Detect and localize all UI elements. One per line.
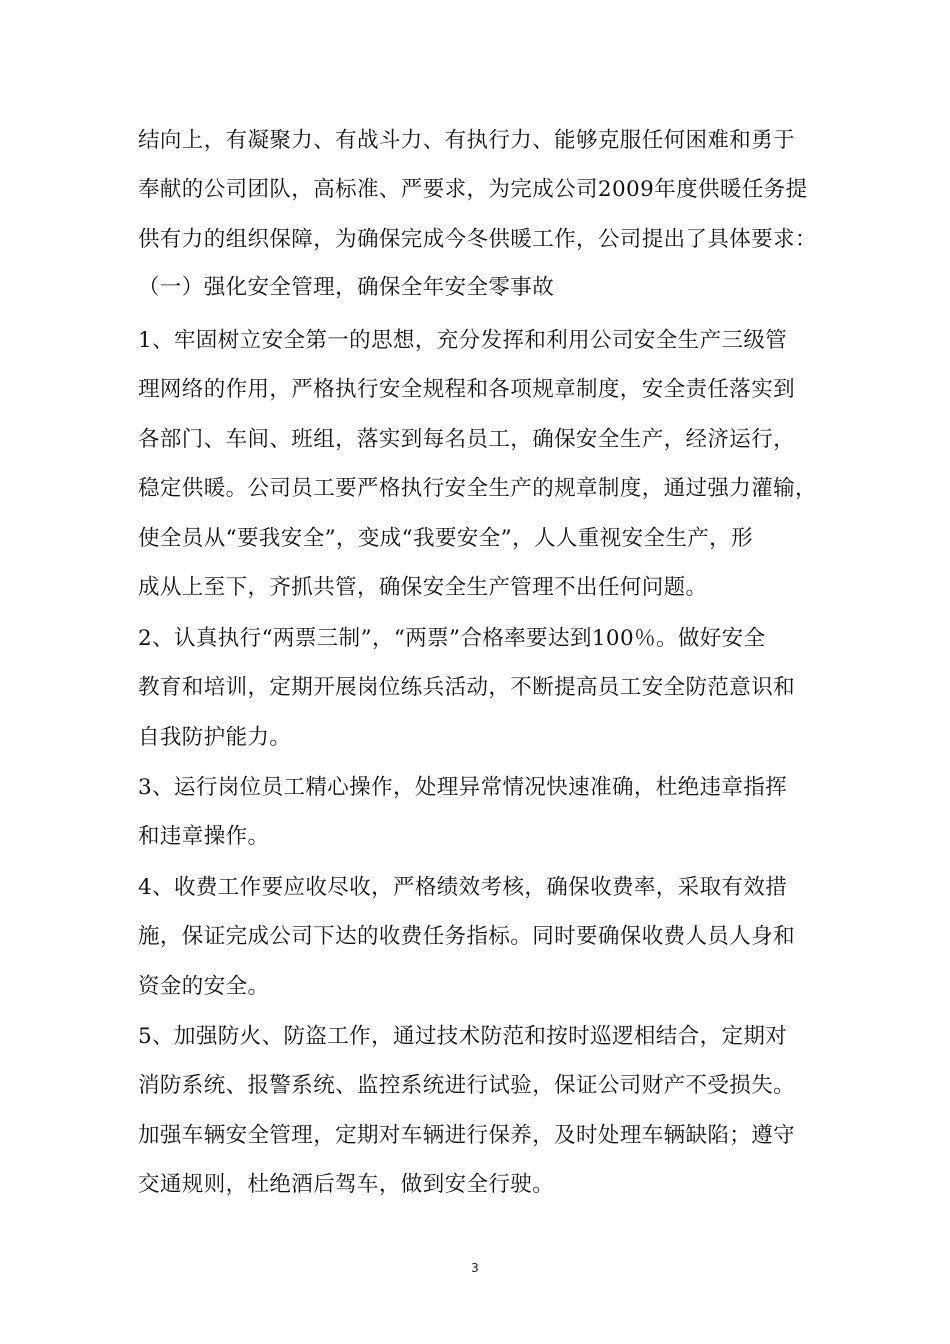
text-line: 3、运行岗位员工精心操作，处理异常情况快速准确，杜绝违章指挥	[138, 775, 788, 800]
text-line: 5、加强防火、防盗工作，通过技术防范和按时巡逻相结合，定期对	[138, 1024, 788, 1049]
page-number: 3	[471, 1261, 479, 1275]
text-line: 各部门、车间、班组，落实到每名员工，确保安全生产，经济运行，	[138, 427, 796, 452]
text-line: 使全员从“要我安全”，变成“我要安全”，人人重视安全生产，形	[138, 526, 753, 551]
text-line: 和违章操作。	[138, 824, 270, 849]
text-line: 理网络的作用，严格执行安全规程和各项规章制度，安全责任落实到	[138, 377, 796, 402]
text-line: 施，保证完成公司下达的收费任务指标。同时要确保收费人员人身和	[138, 924, 796, 949]
section-heading: （一）强化安全管理，确保全年安全零事故	[138, 275, 555, 300]
text-line: 结向上，有凝聚力、有战斗力、有执行力、能够克服任何困难和勇于	[138, 128, 796, 153]
text-line: 1、牢固树立安全第一的思想，充分发挥和利用公司安全生产三级管	[138, 328, 788, 353]
text-line: 成从上至下，齐抓共管，确保安全生产管理不出任何问题。	[138, 575, 708, 600]
text-line: 2、认真执行“两票三制”，“两票”合格率要达到100％。做好安全	[138, 626, 766, 651]
text-line: 稳定供暖。公司员工要严格执行安全生产的规章制度，通过强力灌输，	[138, 476, 817, 501]
text-line: 供有力的组织保障，为确保完成今冬供暖工作，公司提出了具体要求：	[138, 227, 817, 252]
text-line: 交通规则，杜绝酒后驾车，做到安全行驶。	[138, 1172, 555, 1197]
text-line: 自我防护能力。	[138, 725, 292, 750]
text-line: 教育和培训，定期开展岗位练兵活动，不断提高员工安全防范意识和	[138, 675, 796, 700]
text-line: 资金的安全。	[138, 974, 270, 999]
text-line: 加强车辆安全管理，定期对车辆进行保养，及时处理车辆缺陷；遵守	[138, 1123, 796, 1148]
text-line: 消防系统、报警系统、监控系统进行试验，保证公司财产不受损失。	[138, 1073, 796, 1098]
text-line: 奉献的公司团队，高标准、严要求，为完成公司2009年度供暖任务提	[138, 177, 808, 202]
text-line: 4、收费工作要应收尽收，严格绩效考核，确保收费率，采取有效措	[138, 875, 788, 900]
